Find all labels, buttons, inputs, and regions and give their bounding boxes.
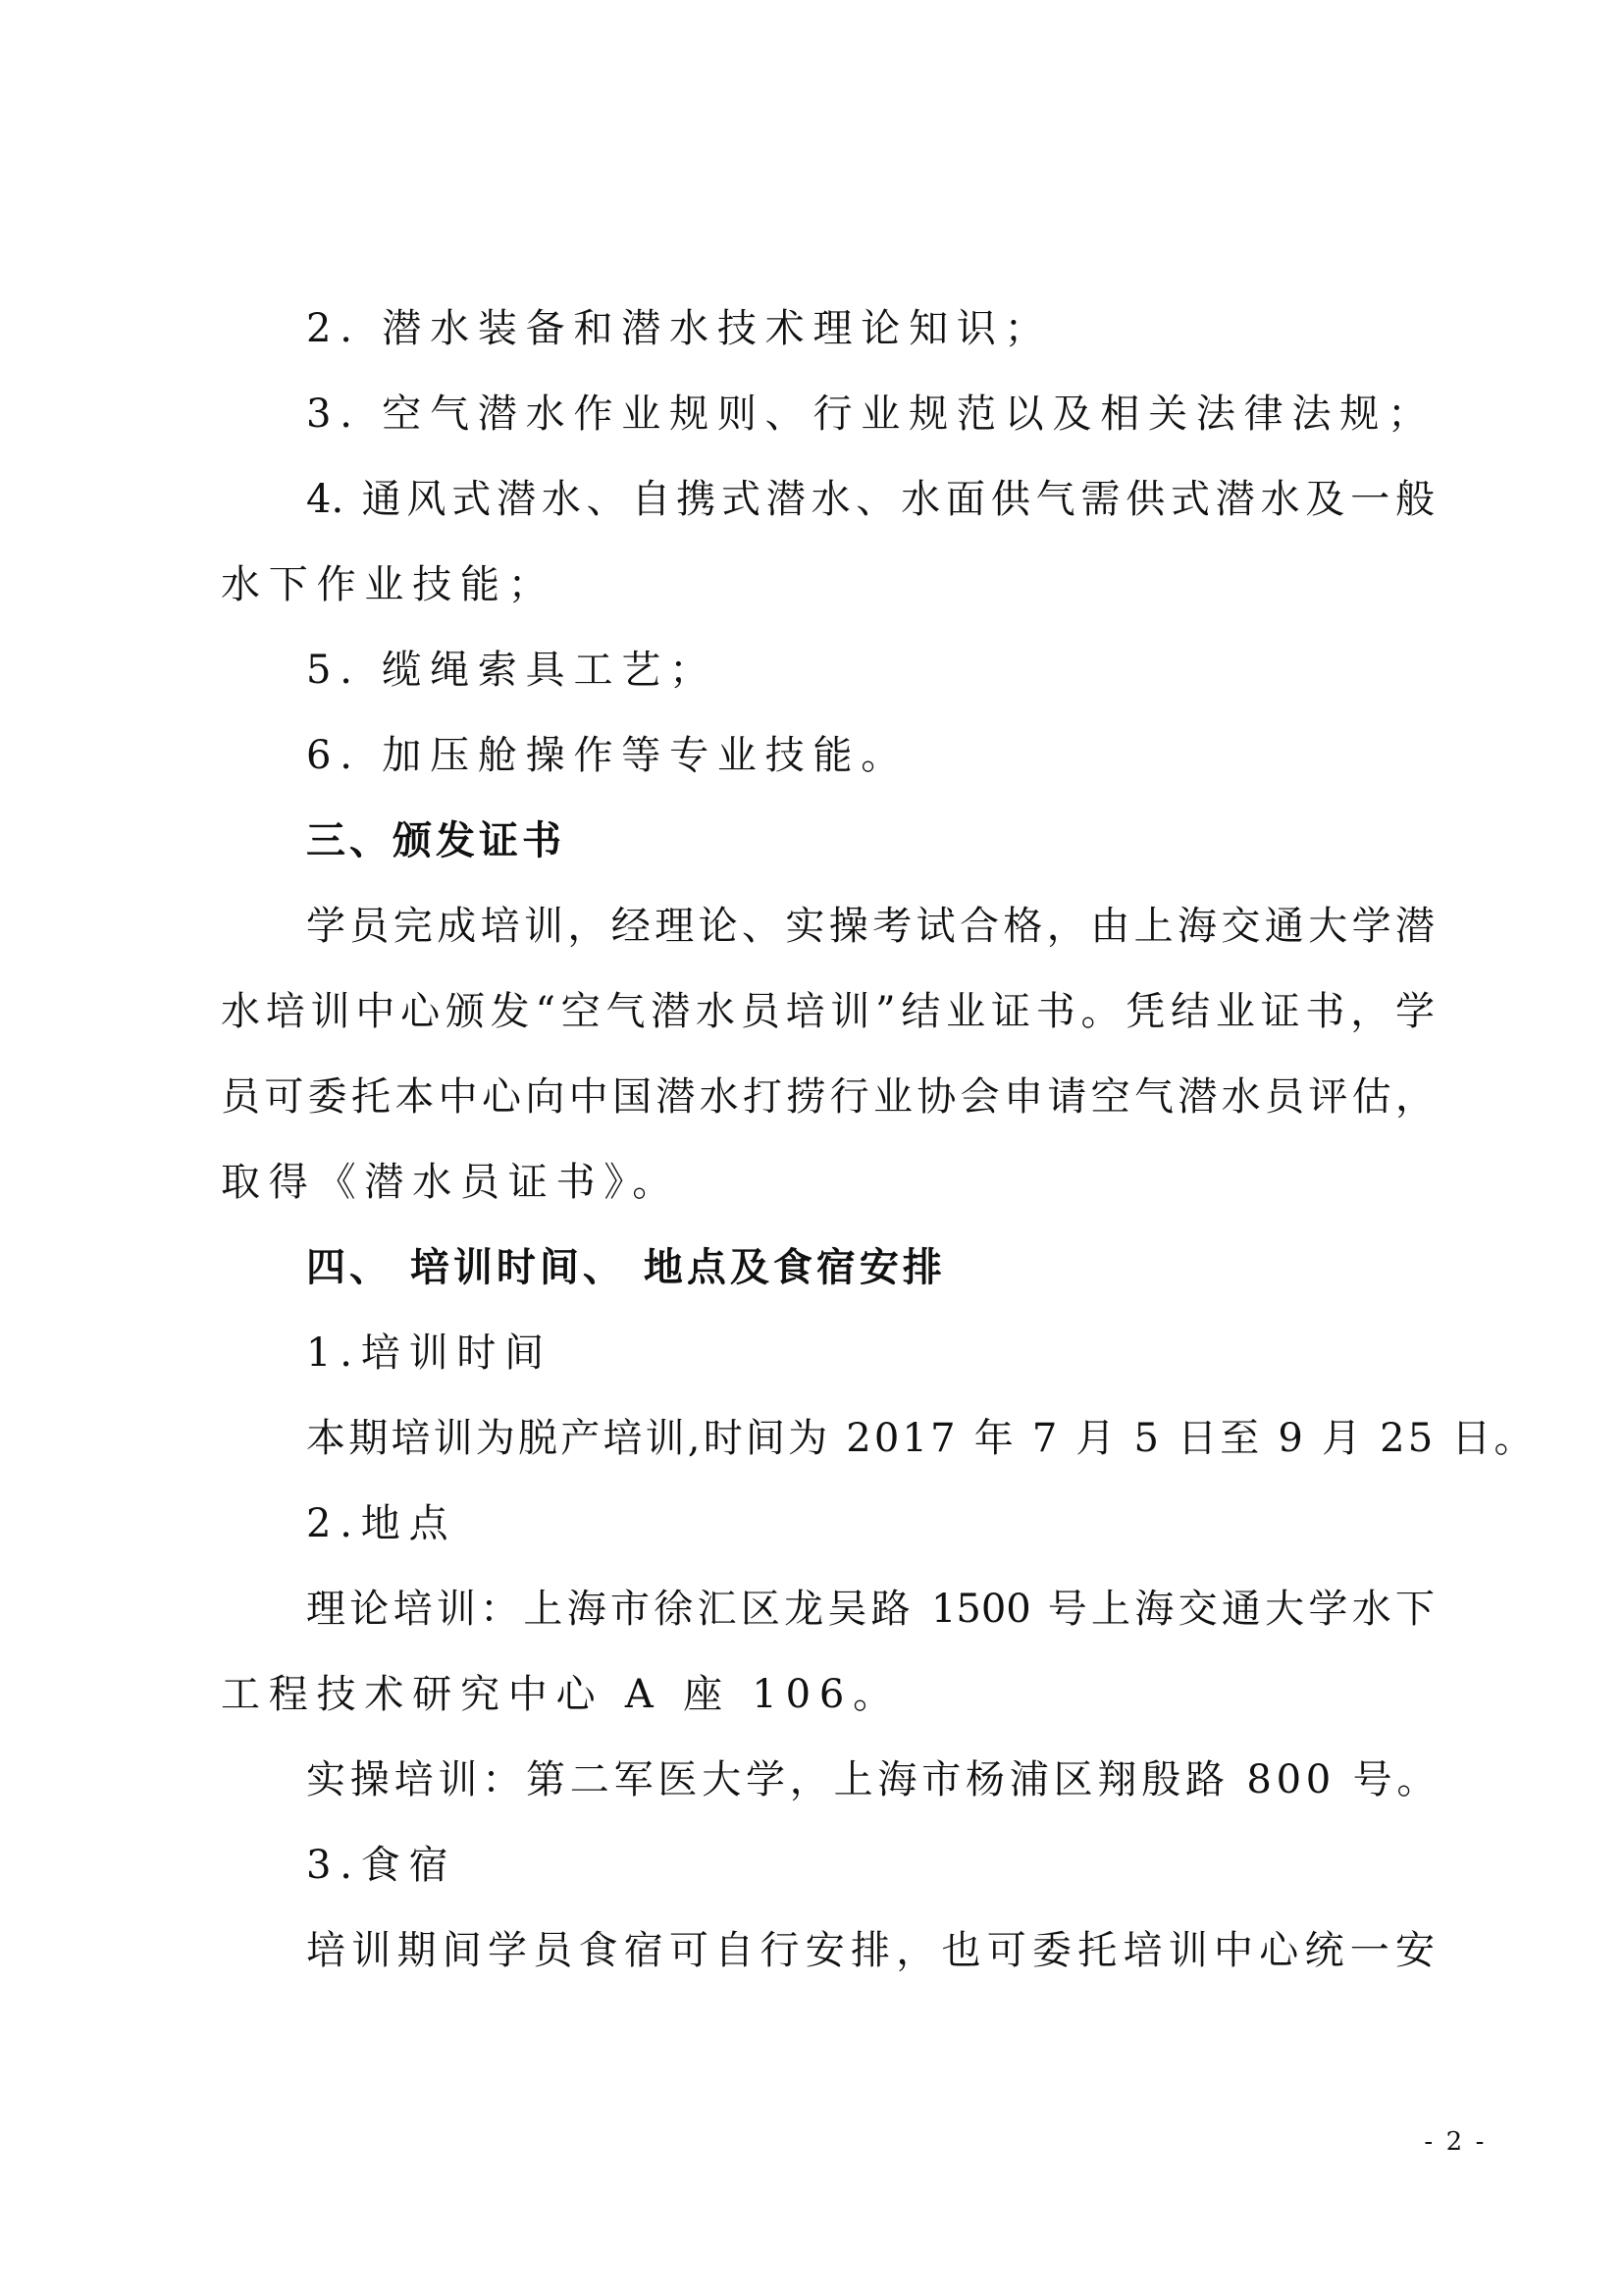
paragraph-accommodation: 培训期间学员食宿可自行安排，也可委托培训中心统一安 — [306, 1928, 1435, 1973]
paragraph-practical-location: 实操培训：第二军医大学，上海市杨浦区翔殷路 800 号。 — [306, 1757, 1441, 1802]
paragraph-certificate-line-2: 水培训中心颁发“空气潜水员培训”结业证书。凭结业证书，学 — [221, 989, 1435, 1034]
list-item-equipment-theory: 2. 潜水装备和潜水技术理论知识； — [306, 306, 1053, 351]
section-heading-schedule: 四、 培训时间、 地点及食宿安排 — [306, 1245, 946, 1290]
paragraph-training-time: 本期培训为脱产培训,时间为 2017 年 7 月 5 日至 9 月 25 日。 — [306, 1416, 1537, 1461]
paragraph-certificate-line-4: 取得《潜水员证书》。 — [221, 1160, 680, 1205]
paragraph-certificate-line-1: 学员完成培训，经理论、实操考试合格，由上海交通大学潜 — [306, 904, 1435, 949]
paragraph-certificate-line-3: 员可委托本中心向中国潜水打捞行业协会申请空气潜水员评估， — [221, 1074, 1435, 1120]
subheading-location: 2.地点 — [306, 1501, 457, 1546]
list-item-regulations: 3. 空气潜水作业规则、行业规范以及相关法律法规； — [306, 391, 1436, 437]
page-number: - 2 - — [1424, 2127, 1487, 2157]
list-item-diving-skills: 4. 通风式潜水、自携式潜水、水面供气需供式潜水及一般 — [306, 477, 1435, 522]
paragraph-theory-location-line-2: 工程技术研究中心 A 座 106。 — [221, 1672, 901, 1717]
subheading-training-time: 1.培训时间 — [306, 1331, 552, 1376]
list-item-rigging: 5. 缆绳索具工艺； — [306, 648, 717, 693]
paragraph-theory-location-line-1: 理论培训：上海市徐汇区龙吴路 1500 号上海交通大学水下 — [306, 1587, 1435, 1632]
list-item-diving-skills-cont: 水下作业技能； — [221, 562, 556, 607]
list-item-chamber-operation: 6. 加压舱操作等专业技能。 — [306, 733, 910, 778]
subheading-accommodation: 3.食宿 — [306, 1843, 457, 1888]
section-heading-certificate: 三、颁发证书 — [306, 818, 565, 863]
